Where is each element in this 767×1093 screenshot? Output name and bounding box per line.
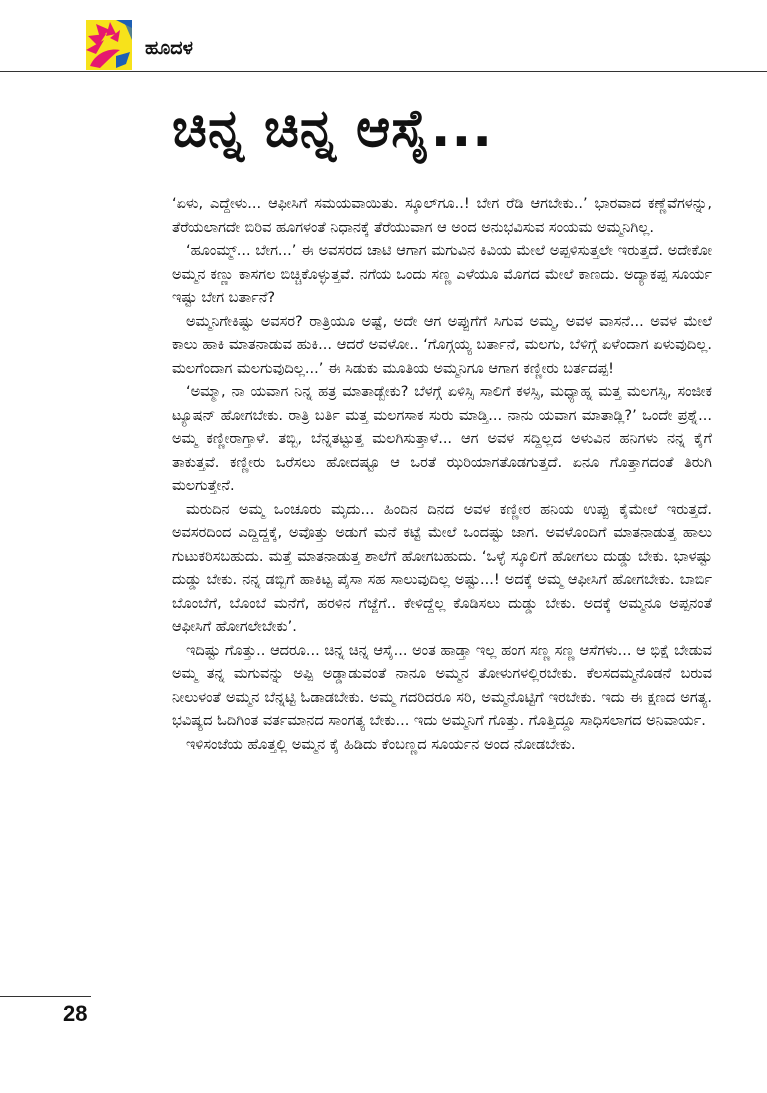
paragraph: ಮರುದಿನ ಅಮ್ಮ ಒಂಚೂರು ಮೃದು... ಹಿಂದಿನ ದಿನದ ಅವಳ ಕಣ್ಣೀರ ಹನಿಯ ಉಪ್ಪು ಕೈಮೇಲೆ ಇರುತ್ತದೆ. ಅವಸರದಿಂದ ಎದ್ದಿದ್ದಕ್ಕೆ, ಅವೊತ್ತು ಅಡುಗೆ ಮನೆ ಕಟ್ಟೆ ಮೇಲೆ ಒಂದಷ್ಟು ಜಾಗ. ಅವಳೊಂದಿಗೆ ಮಾತನಾಡುತ್ತ ಹಾಲು ಗುಟುಕರಿಸಬಹುದು. ಮತ್ತೆ ಮಾತನಾಡುತ್ತ ಶಾಲೆಗೆ ಹೋಗಬಹುದು. ‘ಒಳ್ಳೆ ಸ್ಕೂಲಿಗೆ ಹೋಗಲು ದುಡ್ಡು ಬೇಕು. ಭಾಳಷ್ಟು ದುಡ್ಡು ಬೇಕು. ನನ್ನ ಡಬ್ಬಿಗೆ ಹಾಕಿಟ್ಟ ಪೈಸಾ ಸಹ ಸಾಲುವುದಿಲ್ಲ ಅಷ್ಟು...! ಅದಕ್ಕೆ ಅಮ್ಮ ಆಫೀಸಿಗೆ ಹೋಗಬೇಕು. ಬಾರ್ಬಿ ಬೊಂಬೆಗೆ, ಬೊಂಬೆ ಮನೆಗೆ, ಹರಳಿನ ಗೆಜ್ಜೆಗೆ.. ಕೇಳಿದ್ದೆಲ್ಲ ಕೊಡಿಸಲು ದುಡ್ಡು ಬೇಕು. ಅದಕ್ಕೆ ಅಮ್ಮನೂ ಅಪ್ಪನಂತೆ ಆಫೀಸಿಗೆ ಹೋಗಲೇಬೇಕು’. bbox=[172, 501, 712, 635]
flower-logo-icon bbox=[86, 20, 132, 70]
paragraph: ಇದಿಷ್ಟು ಗೊತ್ತು.. ಆದರೂ... ಚಿನ್ನ ಚಿನ್ನ ಆಸೈ... ಅಂತ ಹಾಡ್ತಾ ಇಲ್ಲ ಹಂಗ ಸಣ್ಣ ಸಣ್ಣ ಆಸೆಗಳು... ಆ ಭಿಕ್ಷೆ ಬೇಡುವ ಅಮ್ಮ ತನ್ನ ಮಗುವನ್ನು ಅಪ್ಪಿ ಅಡ್ಡಾಡುವಂತೆ ನಾನೂ ಅಮ್ಮನ ತೋಳುಗಳಲ್ಲಿರಬೇಕು. ಕೆಲಸದಮ್ಮನೊಡನೆ ಬರುವ ನೀಲುಳಂತೆ ಅಮ್ಮನ ಬೆನ್ನಟ್ಟಿ ಓಡಾಡಬೇಕು. ಅಮ್ಮ ಗದರಿದರೂ ಸರಿ, ಅಮ್ಮನೊಟ್ಟಿಗೆ ಇರಬೇಕು. ಇದು ಈ ಕ್ಷಣದ ಅಗತ್ಯ. ಭವಿಷ್ಯದ ಓದಿಗಿಂತ ವರ್ತಮಾನದ ಸಾಂಗತ್ಯ ಬೇಕು... ಇದು ಅಮ್ಮನಿಗೆ ಗೊತ್ತು. ಗೊತ್ತಿದ್ದೂ ಸಾಧಿಸಲಾಗದ ಅನಿವಾರ್ಯ. bbox=[172, 642, 712, 729]
article-body bbox=[172, 193, 712, 757]
paragraph: ಇಳಿಸಂಜೆಯ ಹೊತ್ತಲ್ಲಿ ಅಮ್ಮನ ಕೈ ಹಿಡಿದು ಕೆಂಬಣ್ಣದ ಸೂರ್ಯನ ಅಂದ ನೋಡಬೇಕು. bbox=[186, 736, 576, 753]
magazine-name: ಹೂದಳ bbox=[145, 37, 193, 59]
article-title: ಚಿನ್ನ ಚಿನ್ನ ಆಸೈ... bbox=[172, 99, 493, 159]
footer-divider bbox=[0, 996, 91, 997]
header-divider bbox=[0, 71, 767, 72]
page-number: 28 bbox=[63, 1001, 88, 1026]
paragraph: ‘ಏಳು, ಎದ್ದೇಳು... ಆಫೀಸಿಗೆ ಸಮಯವಾಯಿತು. ಸ್ಕೂಲ್‌ಗೂ..! ಬೇಗ ರೆಡಿ ಆಗಬೇಕು..’ ಭಾರವಾದ ಕಣ್ಣೆವೆಗಳನ್ನು, ತೆರೆಯಲಾಗದೇ ಬಿರಿವ ಹೂಗಳಂತೆ ನಿಧಾನಕ್ಕೆ ತೆರೆಯುವಾಗ ಆ ಅಂದ ಅನುಭವಿಸುವ ಸಂಯಮ ಅಮ್ಮನಿಗಿಲ್ಲ. bbox=[172, 196, 712, 236]
paragraph: ಅಮ್ಮನಿಗೇಕಿಷ್ಟು ಅವಸರ? ರಾತ್ರಿಯೂ ಅಷ್ಟೆ, ಅದೇ ಆಗ ಅಪ್ಪುಗೆಗೆ ಸಿಗುವ ಅಮ್ಮ, ಅವಳ ವಾಸನೆ... ಅವಳ ಮೇಲೆ ಕಾಲು ಹಾಕಿ ಮಾತನಾಡುವ ಹುಕಿ... ಆದರೆ ಅವಳೋ.. ‘ಗೊಗ್ಗಯ್ಯ ಬರ್ತಾನೆ, ಮಲಗು, ಬೆಳಿಗ್ಗೆ ಏಳೆಂದಾಗ ಏಳುವುದಿಲ್ಲ. ಮಲಗೆಂದಾಗ ಮಲಗುವುದಿಲ್ಲ...’ ಈ ಸಿಡುಕು ಮೂತಿಯ ಅಮ್ಮನಿಗೂ ಆಗಾಗ ಕಣ್ಣೀರು ಬರ್ತದಪ್ಪ! bbox=[172, 313, 712, 377]
paragraph: ‘ಅಮ್ಮಾ, ನಾ ಯವಾಗ ನಿನ್ನ ಹತ್ರ ಮಾತಾಡ್ಬೇಕು? ಬೆಳಗ್ಗೆ ಏಳಿಸ್ಸಿ ಸಾಲಿಗೆ ಕಳಸ್ಸಿ, ಮಧ್ಯಾಹ್ನ ಮತ್ತ ಮಲಗಸ್ಸಿ, ಸಂಜೀಕ ಟ್ಯೂಷನ್ ಹೋಗಬೇಕು. ರಾತ್ರಿ ಬರ್ತಿ ಮತ್ತ ಮಲಗಸಾಕ ಸುರು ಮಾಡ್ತಿ... ನಾನು ಯವಾಗ ಮಾತಾಡ್ಲಿ?’ ಒಂದೇ ಪ್ರಶ್ನೆ... ಅಮ್ಮ ಕಣ್ಣೀರಾಗ್ತಾಳೆ. ತಬ್ಬಿ, ಬೆನ್ನತಟ್ಟುತ್ತ ಮಲಗಿಸುತ್ತಾಳೆ... ಆಗ ಅವಳ ಸದ್ದಿಲ್ಲದ ಅಳುವಿನ ಹನಿಗಳು ನನ್ನ ಕೈಗೆ ತಾಕುತ್ತವೆ. ಕಣ್ಣೀರು ಒರೆಸಲು ಹೋದಷ್ಟೂ ಆ ಒರತೆ ಝರಿಯಾಗತೊಡಗುತ್ತದೆ. ಏನೂ ಗೊತ್ತಾಗದಂತೆ ತಿರುಗಿ ಮಲಗುತ್ತೇನೆ. bbox=[172, 384, 712, 494]
paragraph: ‘ಹೂಂಮ್ಮ್... ಬೇಗ...’ ಈ ಅವಸರದ ಚಾಟಿ ಆಗಾಗ ಮಗುವಿನ ಕಿವಿಯ ಮೇಲೆ ಅಪ್ಪಳಿಸುತ್ತಲೇ ಇರುತ್ತದೆ. ಅದೇಕೋ ಅಮ್ಮನ ಕಣ್ಣು ಕಾಸಗಲ ಬಿಚ್ಚಿಕೊಳ್ಳುತ್ತವೆ. ನಗೆಯ ಒಂದು ಸಣ್ಣ ಎಳೆಯೂ ಮೊಗದ ಮೇಲೆ ಕಾಣದು. ಅದ್ಯಾಕಪ್ಪ ಸೂರ್ಯ ಇಷ್ಟು ಬೇಗ ಬರ್ತಾನೆ? bbox=[172, 243, 712, 306]
